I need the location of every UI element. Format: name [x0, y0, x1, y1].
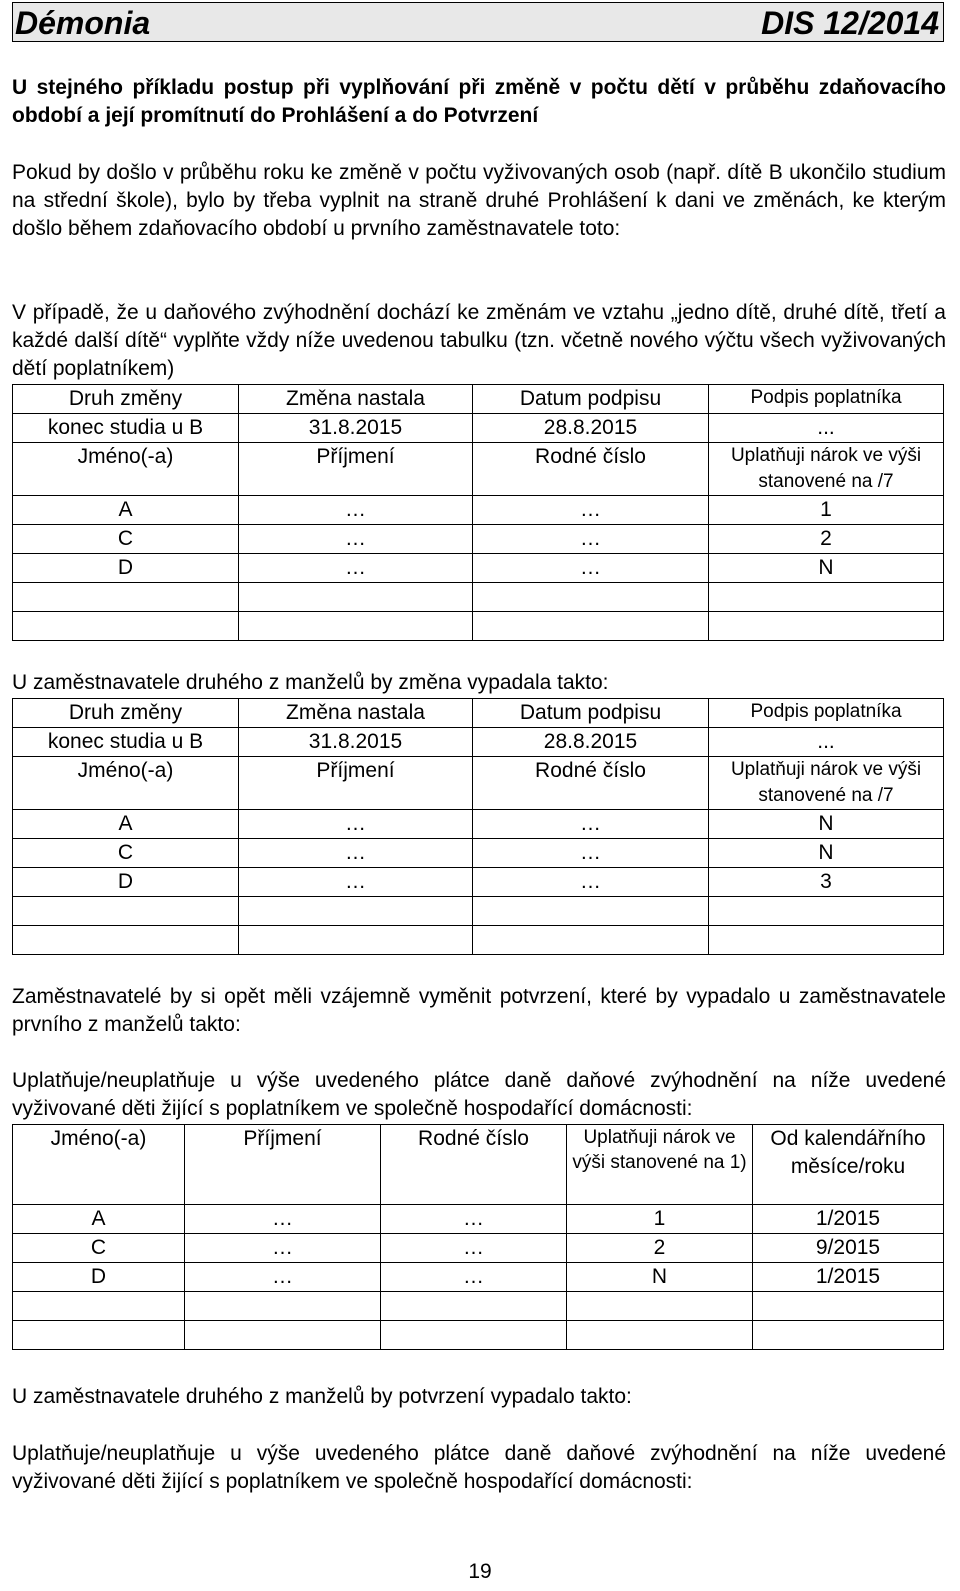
table-cell: 9/2015	[753, 1234, 944, 1263]
table-cell	[473, 583, 709, 612]
table-cell: A	[13, 1205, 185, 1234]
header-cell: Datum podpisu	[473, 385, 709, 414]
table-cell: 28.8.2015	[473, 728, 709, 757]
table-cell: 31.8.2015	[239, 414, 473, 443]
header-cell: Jméno(-a)	[13, 443, 239, 496]
table-cell: konec studia u B	[13, 728, 239, 757]
table-cell: …	[381, 1263, 567, 1292]
table-cell	[567, 1321, 753, 1350]
table-cell: …	[239, 496, 473, 525]
table-cell: …	[381, 1234, 567, 1263]
table-cell: 2	[567, 1234, 753, 1263]
header-cell: Jméno(-a)	[13, 1125, 185, 1205]
table-cell: …	[473, 554, 709, 583]
header-cell: Změna nastala	[239, 385, 473, 414]
table-cell	[13, 1292, 185, 1321]
table-cell: C	[13, 1234, 185, 1263]
table-cell: C	[13, 525, 239, 554]
table-cell: N	[709, 839, 944, 868]
table-cell: …	[473, 525, 709, 554]
paragraph-2: V případě, že u daňového zvýhodnění dochází ke změnám ve vztahu „jedno dítě, druhé dítě, třetí a každé další dítě“ vyplňte vždy níže uvedenou tabulku (tzn. včetně nového výčtu všech vyživovaných dětí poplatníkem)	[12, 301, 946, 380]
table-cell: …	[239, 868, 473, 897]
table-cell	[239, 926, 473, 955]
paragraph-6: U zaměstnavatele druhého z manželů by potvrzení vypadalo takto:	[12, 1385, 632, 1408]
table-cell: 28.8.2015	[473, 414, 709, 443]
table-cell	[185, 1292, 381, 1321]
table-cell	[381, 1321, 567, 1350]
table-cell	[753, 1321, 944, 1350]
table-cell	[239, 612, 473, 641]
table-cell: 1	[567, 1205, 753, 1234]
table-cell: ...	[709, 728, 944, 757]
header-cell: Podpis poplatníka	[709, 385, 944, 414]
header-cell: Uplatňuji nárok ve výši stanovené na /7	[709, 757, 944, 810]
table-cell	[185, 1321, 381, 1350]
table-cell	[239, 583, 473, 612]
table-cell: 31.8.2015	[239, 728, 473, 757]
header-cell: Podpis poplatníka	[709, 699, 944, 728]
change-table-1	[12, 384, 944, 641]
table-cell: A	[13, 810, 239, 839]
header-cell: Rodné číslo	[473, 757, 709, 810]
table-cell: …	[239, 839, 473, 868]
paragraph-7: Uplatňuje/neuplatňuje u výše uvedeného plátce daně daňové zvýhodnění na níže uvedené vyživované děti žijící s poplatníkem ve společně hospodařící domácnosti:	[12, 1442, 946, 1493]
header-issue: DIS 12/2014	[761, 5, 939, 41]
table-cell: …	[185, 1234, 381, 1263]
paragraph-5: Uplatňuje/neuplatňuje u výše uvedeného plátce daně daňové zvýhodnění na níže uvedené vyživované děti žijící s poplatníkem ve společně hospodařící domácnosti:	[12, 1069, 946, 1120]
table-cell: D	[13, 868, 239, 897]
table-cell: N	[709, 810, 944, 839]
header-title: Démonia	[15, 5, 151, 41]
header-cell: Příjmení	[239, 443, 473, 496]
table-cell: 2	[709, 525, 944, 554]
table-cell	[567, 1292, 753, 1321]
table-cell: N	[567, 1263, 753, 1292]
table-cell: C	[13, 839, 239, 868]
table-cell: 1/2015	[753, 1205, 944, 1234]
paragraph-3: U zaměstnavatele druhého z manželů by změna vypadala takto:	[12, 671, 609, 694]
table-cell: A	[13, 496, 239, 525]
table-cell	[709, 612, 944, 641]
table-cell: …	[185, 1205, 381, 1234]
table-cell: N	[709, 554, 944, 583]
table-cell	[473, 926, 709, 955]
header-cell: Příjmení	[239, 757, 473, 810]
table-cell	[13, 612, 239, 641]
table-cell	[753, 1292, 944, 1321]
table-cell: …	[473, 839, 709, 868]
header-cell: Jméno(-a)	[13, 757, 239, 810]
table-cell: D	[13, 1263, 185, 1292]
table-cell: …	[473, 810, 709, 839]
table-cell	[239, 897, 473, 926]
table-cell	[13, 583, 239, 612]
table-cell: 3	[709, 868, 944, 897]
change-table-2	[12, 698, 944, 955]
table-cell: D	[13, 554, 239, 583]
header-cell: Uplatňuji nárok ve výši stanovené na 1)	[567, 1125, 753, 1205]
table-cell: ...	[709, 414, 944, 443]
table-cell	[13, 1321, 185, 1350]
table-cell: …	[473, 868, 709, 897]
table-cell: konec studia u B	[13, 414, 239, 443]
certificate-table	[12, 1124, 944, 1350]
header-cell: Příjmení	[185, 1125, 381, 1205]
table-cell: …	[185, 1263, 381, 1292]
header-cell: Rodné číslo	[381, 1125, 567, 1205]
table-cell: …	[473, 496, 709, 525]
page-header	[12, 2, 944, 42]
table-cell: …	[239, 525, 473, 554]
page-number: 19	[468, 1560, 492, 1583]
table-cell: …	[381, 1205, 567, 1234]
header-cell: Druh změny	[13, 699, 239, 728]
header-cell: Druh změny	[13, 385, 239, 414]
header-cell: Datum podpisu	[473, 699, 709, 728]
header-cell: Rodné číslo	[473, 443, 709, 496]
header-cell: Uplatňuji nárok ve výši stanovené na /7	[709, 443, 944, 496]
header-cell: Změna nastala	[239, 699, 473, 728]
table-cell	[381, 1292, 567, 1321]
section-heading: U stejného příkladu postup při vyplňování při změně v počtu dětí v průběhu zdaňovacího období a její promítnutí do Prohlášení a do Potvrzení	[12, 76, 946, 127]
table-cell: 1/2015	[753, 1263, 944, 1292]
table-cell	[13, 926, 239, 955]
table-cell	[473, 897, 709, 926]
table-cell	[473, 612, 709, 641]
table-cell: 1	[709, 496, 944, 525]
table-cell	[709, 583, 944, 612]
table-cell: …	[239, 554, 473, 583]
paragraph-1: Pokud by došlo v průběhu roku ke změně v počtu vyživovaných osob (např. dítě B ukončilo studium na střední škole), bylo by třeba vyplnit na straně druhé Prohlášení k dani ve změnách, ke kterým došlo během zdaňovacího období u prvního zaměstnavatele toto:	[12, 161, 946, 240]
table-cell	[709, 926, 944, 955]
table-cell: …	[239, 810, 473, 839]
header-cell: Od kalendářního měsíce/roku	[753, 1125, 944, 1205]
table-cell	[709, 897, 944, 926]
paragraph-4: Zaměstnavatelé by si opět měli vzájemně vyměnit potvrzení, které by vypadalo u zaměstnavatele prvního z manželů takto:	[12, 985, 946, 1036]
table-cell	[13, 897, 239, 926]
